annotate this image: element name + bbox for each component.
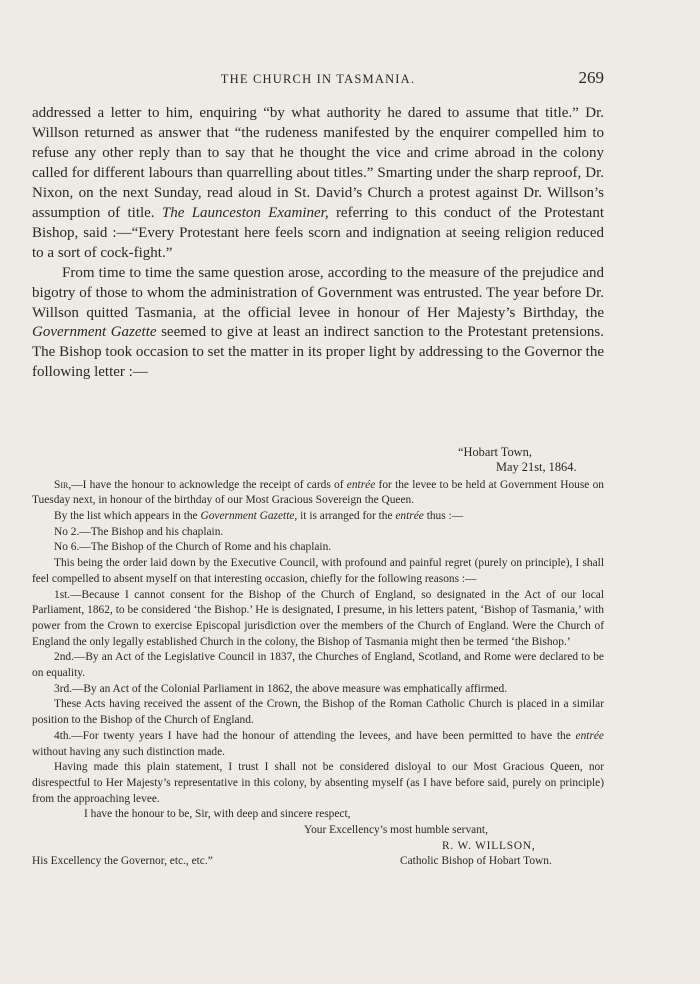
italic-term: entrée bbox=[395, 510, 424, 523]
letter-paragraph: These Acts having received the assent of the Crown, the Bishop of the Roman Catholic Church is placed in a similar position to the Bishop of the Church of England. bbox=[32, 698, 604, 727]
signature-title: Catholic Bishop of Hobart Town. bbox=[400, 855, 552, 868]
italic-term: entrée bbox=[346, 478, 376, 491]
letter-paragraph: 1st.—Because I cannot consent for the Bishop of the Church of England, so designated in the Act of our local Parliament, 1862, to be considered ‘the Bishop.’ He is designated, I presume, in his letters patent, ‘Bishop of Tasmania,’ with power from the Crown to exercise Episcopal jurisdiction over the members of the Church of England. Were the Church of England the only legally established Church in the colony, the Bishop of Tasmania might then be termed ‘the Bishop.’ bbox=[32, 588, 604, 648]
main-text bbox=[32, 104, 604, 383]
text-run: From time to time the same question arose, according to the measure of the prejudice and bigotry of those to whom the administration of Government was entrusted. The year before Dr. Willson quitted Tasmania, at the official levee in honour of Her Majesty’s Birthday, the bbox=[32, 264, 604, 321]
running-header: THE CHURCH IN TASMANIA. bbox=[220, 72, 416, 86]
letter-paragraph bbox=[32, 729, 604, 760]
closing-row bbox=[32, 854, 604, 870]
closing-line: Your Excellency’s most humble servant, bbox=[304, 824, 488, 837]
letter-date: May 21st, 1864. bbox=[496, 460, 577, 475]
text-run: 4th.—For twenty years I have had the honour of attending the levees, and have been permitted to have the bbox=[54, 729, 571, 742]
quoted-letter bbox=[32, 445, 604, 870]
addressee: His Excellency the Governor, etc., etc.” bbox=[32, 855, 213, 868]
signature: R. W. WILLSON, bbox=[442, 839, 536, 852]
text-run: referring to this conduct of the Protestant Bishop, said :—“Every Protestant here feels scorn and indignation at seeing religion reduced to a sort of cock-fight.” bbox=[32, 204, 604, 261]
text-run: seemed to give at least an indirect sanction to the Protestant pretensions. The Bishop took occasion to set the matter in its proper light by addressing to the Governor the following letter :— bbox=[32, 324, 604, 381]
italic-term: entrée bbox=[575, 729, 604, 742]
letter-paragraph: 3rd.—By an Act of the Colonial Parliament in 1862, the above measure was emphatically affirmed. bbox=[54, 682, 508, 695]
letter-paragraph bbox=[32, 478, 604, 509]
paragraph bbox=[32, 104, 604, 264]
letter-paragraph: Having made this plain statement, I trust I shall not be considered disloyal to our Most Gracious Queen, nor disrespectful to Her Majesty’s representative in this colony, by absenting myself (as I have before said, purely on principle) from the approaching levee. bbox=[32, 761, 604, 805]
text-run: it is arranged for the bbox=[300, 510, 393, 523]
text-run: thus :— bbox=[426, 510, 464, 523]
letter-paragraph: This being the order laid down by the Executive Council, with profound and painful regret (purely on principle), I shall feel compelled to absent myself on that interesting occasion, chiefly for the following reasons :— bbox=[32, 557, 604, 585]
publication-title: Government Gazette bbox=[32, 324, 157, 341]
letter-paragraph: No 6.—The Bishop of the Church of Rome and his chaplain. bbox=[54, 541, 332, 554]
newspaper-title: The Launceston Examiner, bbox=[161, 204, 329, 221]
text-run: —I have the honour to acknowledge the receipt of cards of bbox=[71, 478, 344, 491]
letter-paragraph bbox=[32, 509, 604, 525]
text-run: addressed a letter to him, enquiring “by what authority he dared to assume that title.” Dr. Willson returned as answer that “the rudeness manifested by the enquirer compelled him to refuse any other reply than to say that he thought the vice and crime abroad in the colony called for different labours than quarrelling about titles.” Smarting under the sharp reproof, Dr. Nixon, on the next Sunday, read aloud in St. David’s Church a protest against Dr. Willson’s assumption of title. bbox=[32, 105, 604, 221]
salutation: Sir, bbox=[54, 478, 72, 491]
text-run: without having any such distinction made. bbox=[32, 745, 225, 758]
letter-place: “Hobart Town, bbox=[458, 445, 532, 459]
letter-paragraph: 2nd.—By an Act of the Legislative Council in 1837, the Churches of England, Scotland, and Rome were declared to be on equality. bbox=[32, 651, 604, 680]
text-run: for the levee to be held at Government House on Tuesday next, in honour of the birthday of our Most Gracious Sovereign the Queen. bbox=[32, 478, 604, 507]
publication-title: Government Gazette, bbox=[200, 510, 298, 523]
letter-paragraph: No 2.—The Bishop and his chaplain. bbox=[54, 525, 224, 538]
page-number: 269 bbox=[578, 68, 604, 87]
text-run: By the list which appears in the bbox=[54, 510, 198, 523]
paragraph bbox=[32, 264, 604, 384]
closing-line: I have the honour to be, Sir, with deep and sincere respect, bbox=[84, 808, 351, 821]
